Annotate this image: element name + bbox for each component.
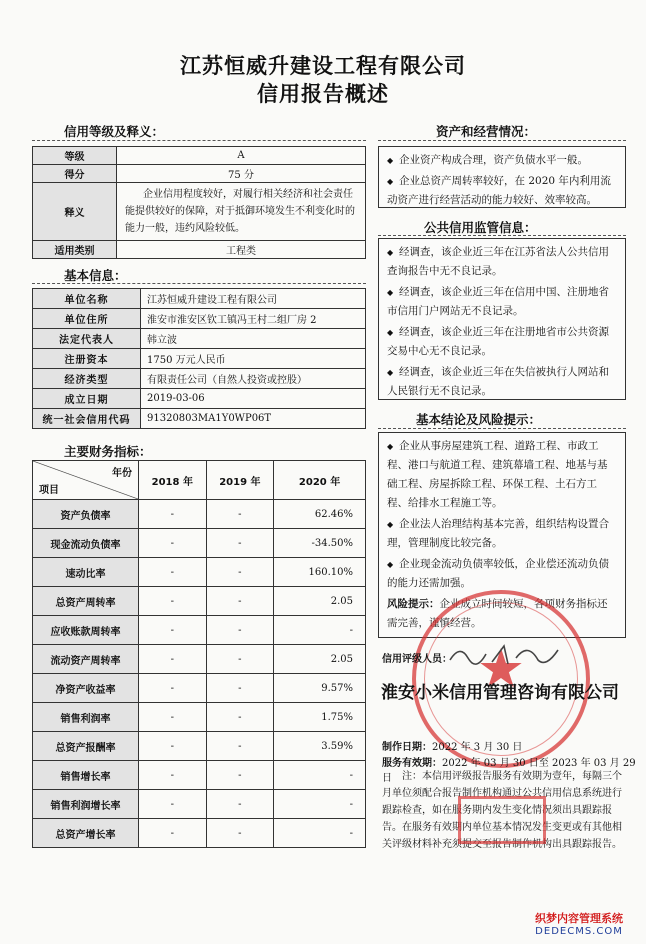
row-label: 统一社会信用代码 <box>33 409 141 429</box>
value-2020: - <box>274 616 366 645</box>
row-label: 销售增长率 <box>33 761 139 790</box>
table-row <box>33 645 366 674</box>
public-credit-heading: 公共信用监管信息： <box>424 220 537 235</box>
bullet-icon: ◆ <box>387 520 394 529</box>
category-value: 工程类 <box>117 241 366 259</box>
value-2020: 1.75% <box>274 703 366 732</box>
value-2018: - <box>139 674 207 703</box>
row-label: 净资产收益率 <box>33 674 139 703</box>
divider <box>378 235 626 236</box>
row-label: 单位住所 <box>33 309 141 329</box>
risk-text: 企业成立时间较短，各项财务指标还需完善，谨慎经营。 <box>387 598 608 629</box>
value-2019: - <box>206 500 274 529</box>
row-label: 经济类型 <box>33 369 141 389</box>
value-2018: - <box>139 500 207 529</box>
list-item: ◆ 经调查，该企业近三年在江苏省法人公共信用查询报告中无不良记录。 <box>387 243 617 281</box>
bullet-icon: ◆ <box>387 156 394 165</box>
row-label: 总资产增长率 <box>33 819 139 848</box>
value-2019: - <box>206 558 274 587</box>
row-label: 总资产周转率 <box>33 587 139 616</box>
value-2019: - <box>206 529 274 558</box>
row-label: 注册资本 <box>33 349 141 369</box>
row-label: 流动资产周转率 <box>33 645 139 674</box>
row-label: 成立日期 <box>33 389 141 409</box>
value-2018: - <box>139 761 207 790</box>
row-value: 2019-03-06 <box>141 389 366 409</box>
bullet-icon: ◆ <box>387 177 394 186</box>
value-2020: 3.59% <box>274 732 366 761</box>
table-row <box>33 587 366 616</box>
value-2020: - <box>274 790 366 819</box>
divider <box>378 428 626 429</box>
header-item: 项目 <box>39 485 59 496</box>
year-2020-header: 2020 年 <box>274 461 366 500</box>
watermark-text: 织梦内容管理系统 <box>535 912 623 925</box>
divider <box>378 140 626 141</box>
value-2019: - <box>206 674 274 703</box>
grade-label: 等级 <box>33 147 117 165</box>
row-value: 1750 万元人民币 <box>141 349 366 369</box>
value-2019: - <box>206 587 274 616</box>
table-row <box>33 819 366 848</box>
row-value: 91320803MA1Y0WP06T <box>141 409 366 429</box>
row-value: 有限责任公司（自然人投资或控股） <box>141 369 366 389</box>
agency-name: 淮安小米信用管理咨询有限公司 <box>381 683 619 703</box>
public-credit-box <box>378 238 626 400</box>
basic-info-heading: 基本信息： <box>64 268 127 283</box>
value-2019: - <box>206 761 274 790</box>
row-label: 销售利润率 <box>33 703 139 732</box>
table-row <box>33 616 366 645</box>
value-2018: - <box>139 732 207 761</box>
list-item: ◆ 经调查，该企业近三年在失信被执行人网站和人民银行无不良记录。 <box>387 363 617 401</box>
value-2020: 2.05 <box>274 587 366 616</box>
value-2018: - <box>139 616 207 645</box>
header-year: 年份 <box>112 468 132 479</box>
rater-label: 信用评级人员： <box>382 654 452 665</box>
value-2020: 62.46% <box>274 500 366 529</box>
site-watermark <box>518 910 640 937</box>
bullet-icon: ◆ <box>387 248 394 257</box>
table-row <box>33 558 366 587</box>
definition-label: 释义 <box>33 183 117 241</box>
rating-heading: 信用等级及释义： <box>64 124 165 139</box>
table-row <box>33 790 366 819</box>
table-row <box>33 289 366 309</box>
row-label: 法定代表人 <box>33 329 141 349</box>
bullet-icon: ◆ <box>387 288 394 297</box>
risk-label: 风险提示： <box>387 598 440 610</box>
value-2018: - <box>139 703 207 732</box>
row-value: 淮安市淮安区钦工镇冯王村二组厂房 2 <box>141 309 366 329</box>
value-2020: 9.57% <box>274 674 366 703</box>
category-label: 适用类别 <box>33 241 117 259</box>
value-2018: - <box>139 790 207 819</box>
rater-signature <box>446 640 566 675</box>
value-2019: - <box>206 703 274 732</box>
row-label: 应收账款周转率 <box>33 616 139 645</box>
list-item: ◆ 企业资产构成合理，资产负债水平一般。 <box>387 151 617 170</box>
made-date: 制作日期：2022 年 3 月 30 日 <box>382 742 523 753</box>
conclusion-heading: 基本结论及风险提示： <box>416 412 542 427</box>
watermark-url: DEDECMS.COM <box>535 926 623 937</box>
divider <box>32 283 366 284</box>
table-row <box>33 409 366 429</box>
list-item: ◆ 企业从事房屋建筑工程、道路工程、市政工程、港口与航道工程、建筑幕墙工程、地基与基础工程、房屋拆除工程、环保工程、土石方工程、给排水工程施工等。 <box>387 437 617 513</box>
value-2020: - <box>274 761 366 790</box>
row-value: 江苏恒威升建设工程有限公司 <box>141 289 366 309</box>
score-value: 75 分 <box>117 165 366 183</box>
row-label: 单位名称 <box>33 289 141 309</box>
value-2019: - <box>206 819 274 848</box>
seal-star-icon: ★ <box>476 637 526 700</box>
assets-heading: 资产和经营情况： <box>436 124 537 139</box>
table-row <box>33 369 366 389</box>
table-row <box>33 389 366 409</box>
table-row <box>33 500 366 529</box>
value-2018: - <box>139 819 207 848</box>
table-row <box>33 761 366 790</box>
row-label: 现金流动负债率 <box>33 529 139 558</box>
report-title: 信用报告概述 <box>257 82 389 106</box>
table-row <box>33 703 366 732</box>
divider <box>32 140 366 141</box>
list-item: ◆ 企业法人治理结构基本完善，组织结构设置合理，管理制度比较完备。 <box>387 515 617 553</box>
value-2020: -34.50% <box>274 529 366 558</box>
row-label: 速动比率 <box>33 558 139 587</box>
list-item: ◆ 企业现金流动负债率较低，企业偿还流动负债的能力还需加强。 <box>387 555 617 593</box>
rectangular-stamp <box>458 796 546 844</box>
basic-info-table <box>32 288 366 429</box>
table-row <box>33 309 366 329</box>
row-label: 总资产报酬率 <box>33 732 139 761</box>
row-label: 资产负债率 <box>33 500 139 529</box>
value-2018: - <box>139 529 207 558</box>
row-label: 销售利润增长率 <box>33 790 139 819</box>
value-2020: 2.05 <box>274 645 366 674</box>
assets-box <box>378 146 626 208</box>
company-title: 江苏恒威升建设工程有限公司 <box>180 54 466 78</box>
finance-heading: 主要财务指标： <box>64 444 152 459</box>
list-item: ◆ 企业总资产周转率较好，在 2020 年内利用流动资产进行经营活动的能力较好、效率较高。 <box>387 172 617 210</box>
score-label: 得分 <box>33 165 117 183</box>
definition-text: 企业信用程度较好，对履行相关经济和社会责任能提供较好的保障，对于抵御环境发生不利变化时的能力一般，违约风险较低。 <box>117 183 366 241</box>
list-item: ◆ 经调查，该企业近三年在注册地省市公共资源交易中心无不良记录。 <box>387 323 617 361</box>
value-2018: - <box>139 558 207 587</box>
table-row <box>33 529 366 558</box>
rating-table <box>32 146 366 259</box>
value-2020: 160.10% <box>274 558 366 587</box>
list-item: ◆ 经调查，该企业近三年在信用中国、注册地省市信用门户网站无不良记录。 <box>387 283 617 321</box>
value-2018: - <box>139 645 207 674</box>
table-row <box>33 674 366 703</box>
value-2018: - <box>139 587 207 616</box>
valid-period: 服务有效期：2022 年 03 月 30 日至 2023 年 03 月 29 日 <box>382 758 636 784</box>
service-note: 注：本信用评级报告服务有效期为壹年，每隔三个月单位须配合报告制作机构通过公共信用信息系统进行跟踪检查，如在服务期内发生变化情况须出具跟踪报告。在服务有效期内单位基本情况发生变更或有其他相关评级材料补充须提交至报告制作机构出具跟踪报告。 <box>382 771 622 850</box>
value-2019: - <box>206 645 274 674</box>
bullet-icon: ◆ <box>387 328 394 337</box>
value-2020: - <box>274 819 366 848</box>
bullet-icon: ◆ <box>387 442 394 451</box>
bullet-icon: ◆ <box>387 368 394 377</box>
table-row <box>33 349 366 369</box>
year-2018-header: 2018 年 <box>139 461 207 500</box>
table-row <box>33 732 366 761</box>
bullet-icon: ◆ <box>387 560 394 569</box>
value-2019: - <box>206 732 274 761</box>
grade-value: A <box>117 147 366 165</box>
finance-table <box>32 460 366 848</box>
row-value: 韩立波 <box>141 329 366 349</box>
header-diagonal-cell <box>33 461 139 500</box>
year-2019-header: 2019 年 <box>206 461 274 500</box>
value-2019: - <box>206 790 274 819</box>
value-2019: - <box>206 616 274 645</box>
table-row <box>33 329 366 349</box>
